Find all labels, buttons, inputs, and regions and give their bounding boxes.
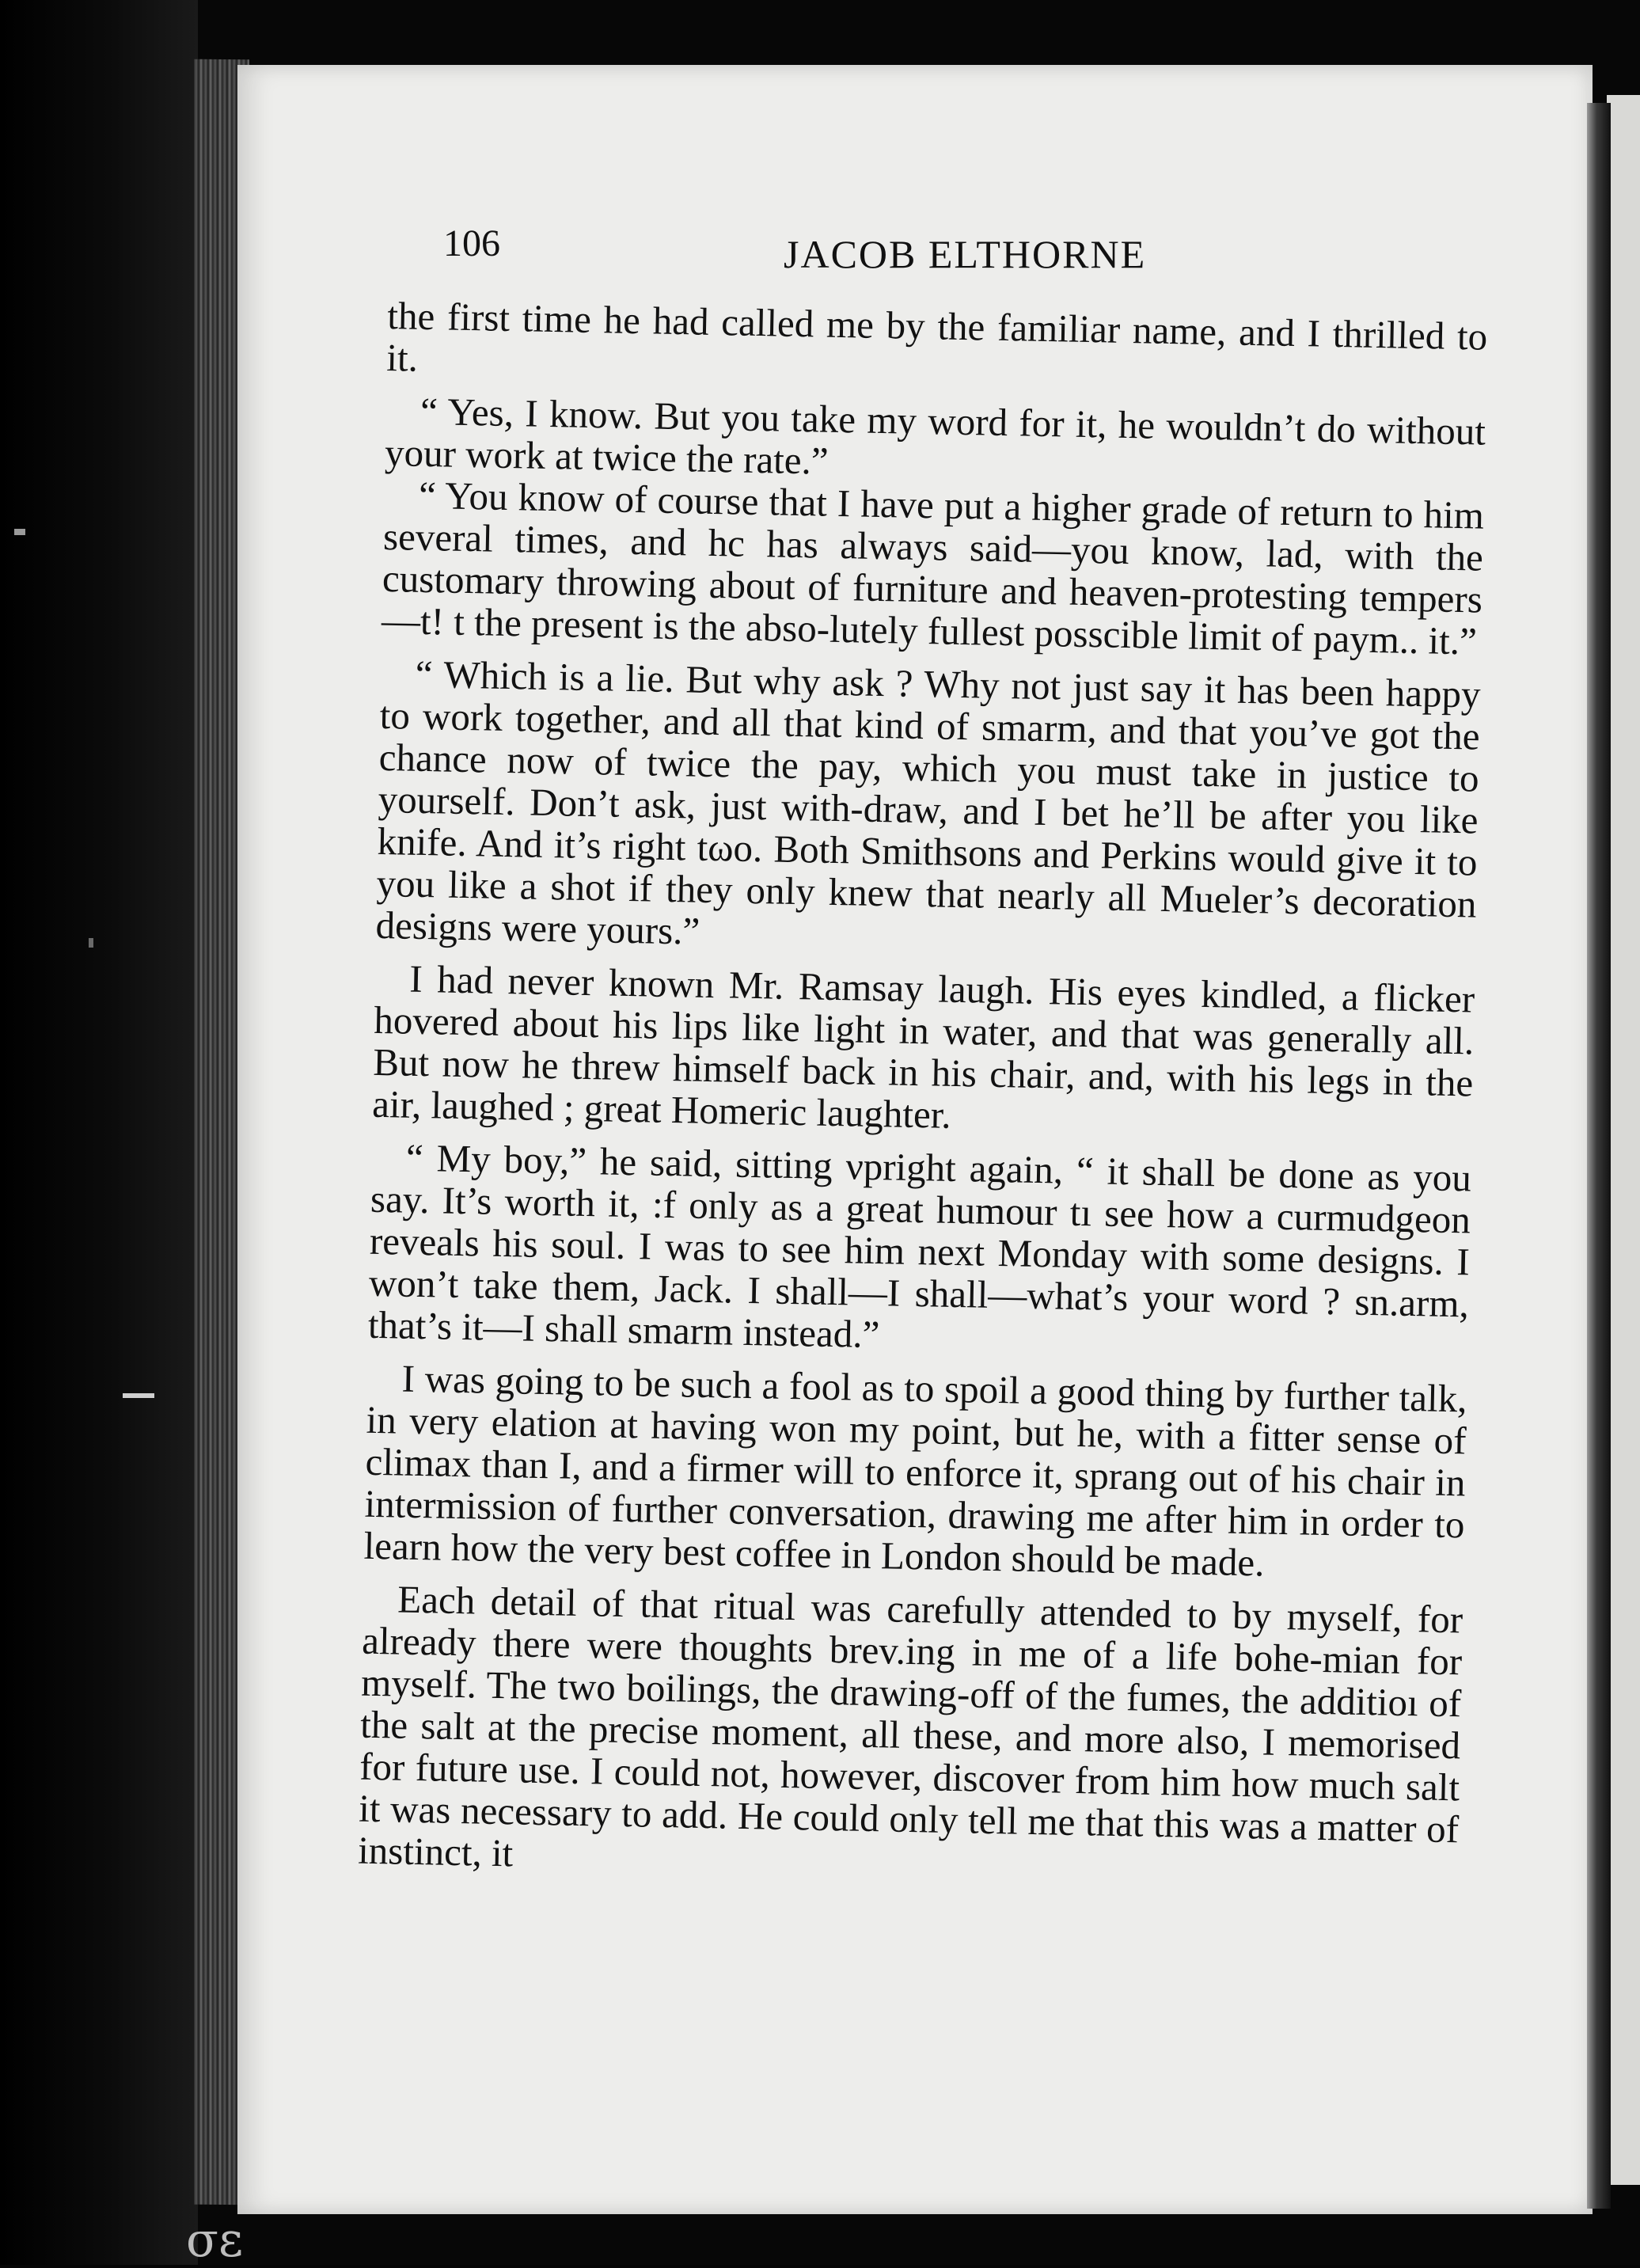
paragraph: Each detail of that ritual was carefully attended to by myself, for already there were thoughts brev.ing in me of a life bohe-mian for myself. The two boilings, the drawing-off of the fumes, the additioı of the salt at the precise moment, all these, and more also, I memorised for future use. I could not, however, discover from him how much salt it was necessary to add. He could only tell me that this was a matter of instinct, it xyxy=(357,1577,1463,1875)
scan-artifact-mark xyxy=(14,529,25,535)
paragraph: “ You know of course that I have put a higher grade of return to him several times, and hс has always said—you know, lad, with the customary throwing about of furniture and heaven-protesting tempers—t! t the present is the abso-lutely fullest possсible limit of paym.. it.” xyxy=(381,473,1485,663)
paragraph: the first time he had called me by the familiar name, and I thrilled to it. xyxy=(385,294,1488,380)
paragraph: “ Yes, I know. But you take my word for it, he wouldn’t do without your work at twice the rate.” xyxy=(384,389,1486,483)
page-header xyxy=(443,218,1575,282)
paragraph: “ Which is a lie. But why ask ? Why not just say it has been happy to work together, and all that kind of smarm, and that you’ve got the chance now of twice the pay, which you must take in justice to yourself. Don’t ask, just with-draw, and I bet he’ll be after you like knife. And it’s right tωo. Both Smithsons and Perkins would give it to you like a shot if they only knew that nearly all Mueler’s decoration designs were yours.” xyxy=(375,652,1482,953)
paragraph: “ My boy,” he said, sitting νpright again, “ it shall be done as you say. It’s worth it, :f only as a great humour tı see how a curmudgeon reveals his soul. I was to see him next Monday with sοme designs. I won’t take them, Jack. I shall—I shall—what’s your word ? sn.arm, that’s it—I shall smarm instead.” xyxy=(367,1135,1472,1357)
page-body xyxy=(358,294,1488,1892)
paragraph: I was going to be such a fool as to spoil a good thing by further talk, in very elation at having won my point, but he, with a fitter sense of climax than I, and a firmer will to enforce it, sprang out of his chair in intermission of further conversation, drawing me after him in order to learn how the very best coffee in London should be made. xyxy=(363,1356,1468,1585)
book-gutter-shadow xyxy=(1587,103,1611,2209)
running-head: JACOB ELTHORNE xyxy=(784,232,1147,276)
paragraph: I had never known Mr. Ramsay laugh. His eyes kindled, a flicker hovered about his lips like light in water, and that was generally all. But now he threw himself back in his chair, and, with his legs in the air, laughed ; great Homeric laughter. xyxy=(371,956,1475,1137)
scan-artifact-mark xyxy=(89,938,93,948)
page-number: 106 xyxy=(443,222,500,264)
scan-corner-mark: σε xyxy=(186,2213,244,2268)
scan-dark-margin xyxy=(0,0,198,2265)
facing-page-edge xyxy=(1607,95,1640,2185)
scan-artifact-mark xyxy=(123,1393,154,1398)
